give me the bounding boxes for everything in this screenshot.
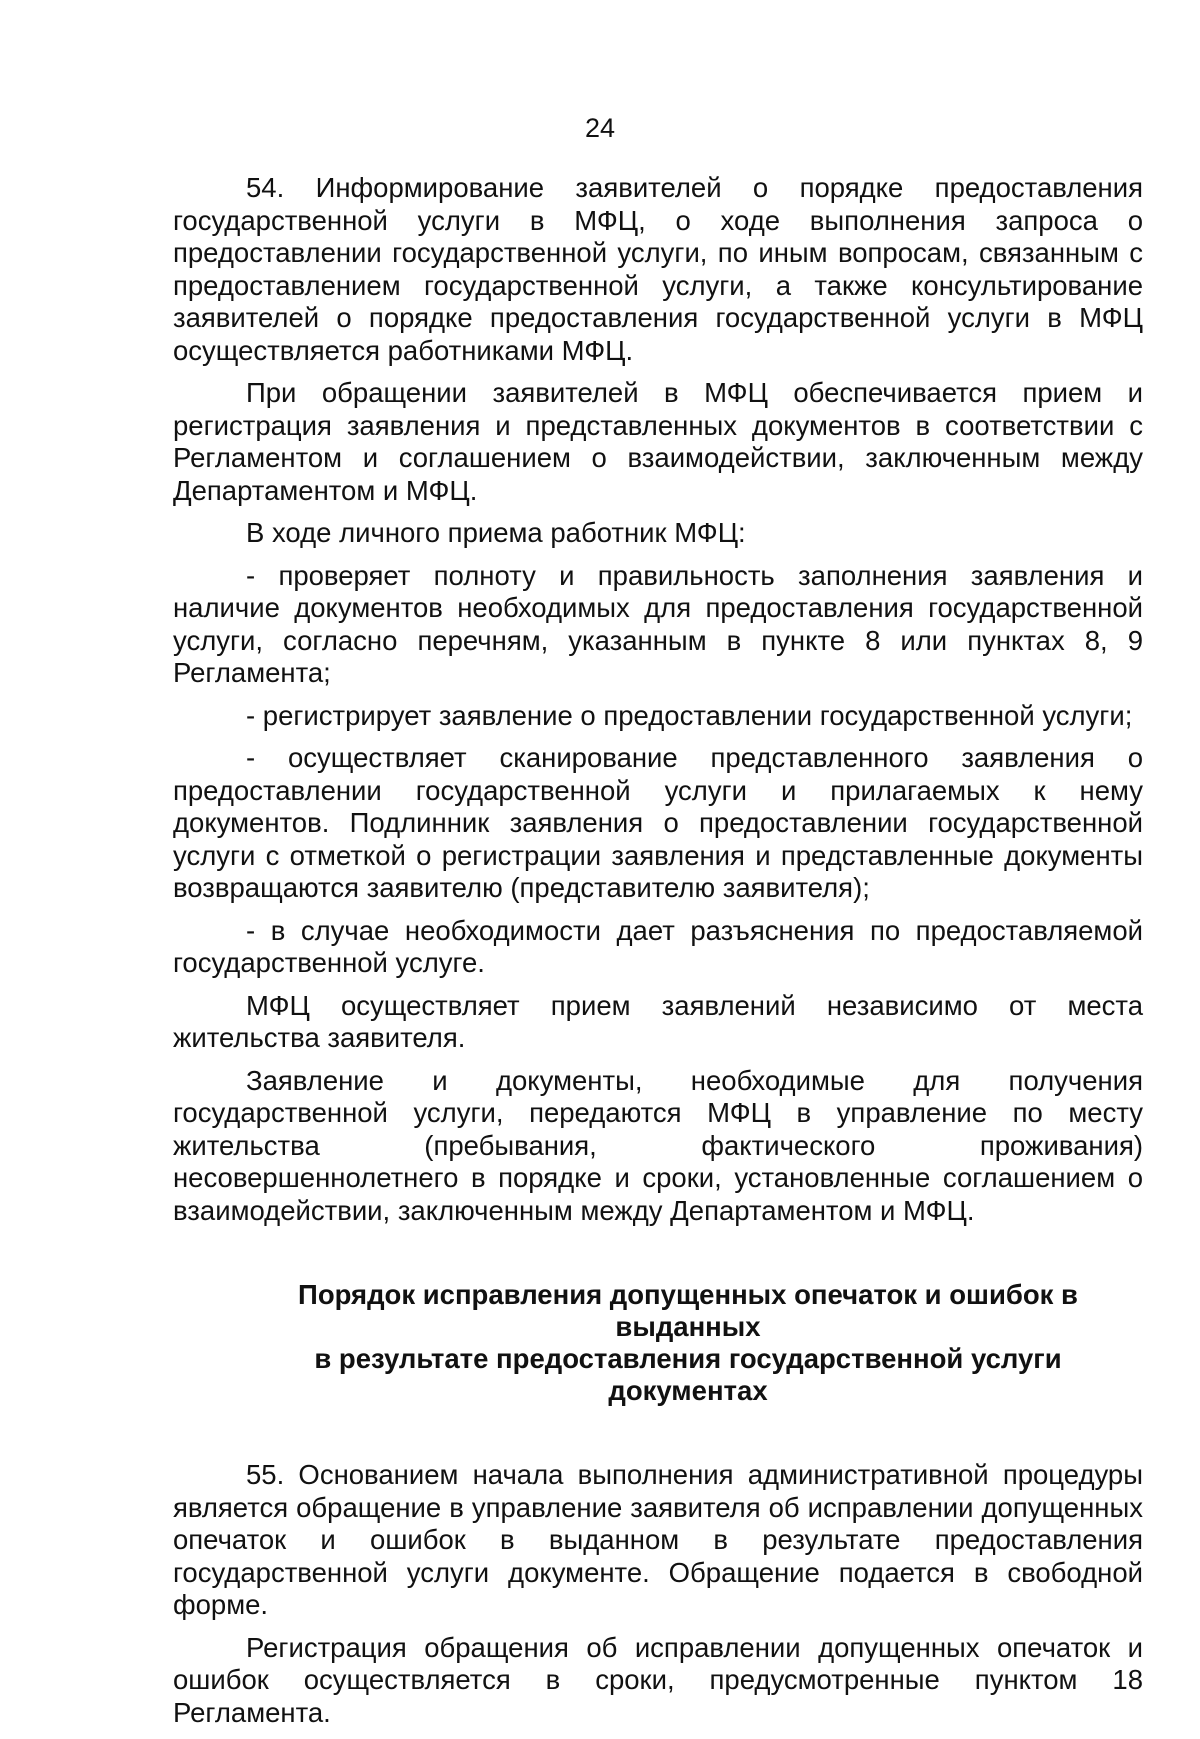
list-item-registers-application: - регистрирует заявление о предоставлении государственной услуги; bbox=[246, 699, 1133, 731]
document-body bbox=[173, 172, 1143, 1739]
paragraph-54: 54. Информирование заявителей о порядке предоставления государственной услуги в МФЦ, о ходе выполнения запроса о предоставлении государственной услуги, по иным вопросам, связанным с предоставлением государственной услуги, а также консультирование заявителей о порядке предоставления государственной услуги в МФЦ осуществляется работниками МФЦ. bbox=[173, 172, 1143, 366]
paragraph-personal-reception: В ходе личного приема работник МФЦ: bbox=[246, 517, 746, 548]
section-heading-line-1: Порядок исправления допущенных опечаток и ошибок в выданных bbox=[298, 1279, 1078, 1342]
list-item-explanations: - в случае необходимости дает разъяснения по предоставляемой государственной услуге. bbox=[173, 914, 1143, 978]
section-heading-line-3: документах bbox=[608, 1375, 768, 1406]
list-item-scanning: - осуществляет сканирование представленного заявления о предоставлении государственной услуги и прилагаемых к нему документов. Подлинник заявления о предоставлении государственной услуги с отметкой о регистрации заявления и представленные документы возвращаются заявителю (представителю заявителя); bbox=[173, 742, 1143, 903]
paragraph-residence-independence: МФЦ осуществляет прием заявлений независимо от места жительства заявителя. bbox=[173, 989, 1143, 1053]
paragraph-55: 55. Основанием начала выполнения административной процедуры является обращение в управление заявителя об исправлении допущенных опечаток и ошибок в выданном в результате предоставления государственной услуги документе. Обращение подается в свободной форме. bbox=[173, 1459, 1143, 1620]
page-number: 24 bbox=[584, 113, 616, 143]
section-heading bbox=[173, 1279, 1143, 1407]
section-heading-line-2: в результате предоставления государственной услуги bbox=[314, 1343, 1062, 1374]
list-item-checks-completeness: - проверяет полноту и правильность заполнения заявления и наличие документов необходимых для предоставления государственной услуги, согласно перечням, указанным в пункте 8 или пунктах 8, 9 Регламента; bbox=[173, 559, 1143, 688]
paragraph-documents-transfer: Заявление и документы, необходимые для получения государственной услуги, передаются МФЦ в управление по месту жительства (пребывания, фактического проживания) несовершеннолетнего в порядке и сроки, установленные соглашением о взаимодействии, заключенным между Департаментом и МФЦ. bbox=[173, 1064, 1143, 1226]
paragraph-appeal-registration: Регистрация обращения об исправлении допущенных опечаток и ошибок осуществляется в сроки, предусмотренные пунктом 18 Регламента. bbox=[173, 1631, 1143, 1728]
paragraph-mfc-registration: При обращении заявителей в МФЦ обеспечивается прием и регистрация заявления и представленных документов в соответствии с Регламентом и соглашением о взаимодействии, заключенным между Департаментом и МФЦ. bbox=[173, 377, 1143, 506]
